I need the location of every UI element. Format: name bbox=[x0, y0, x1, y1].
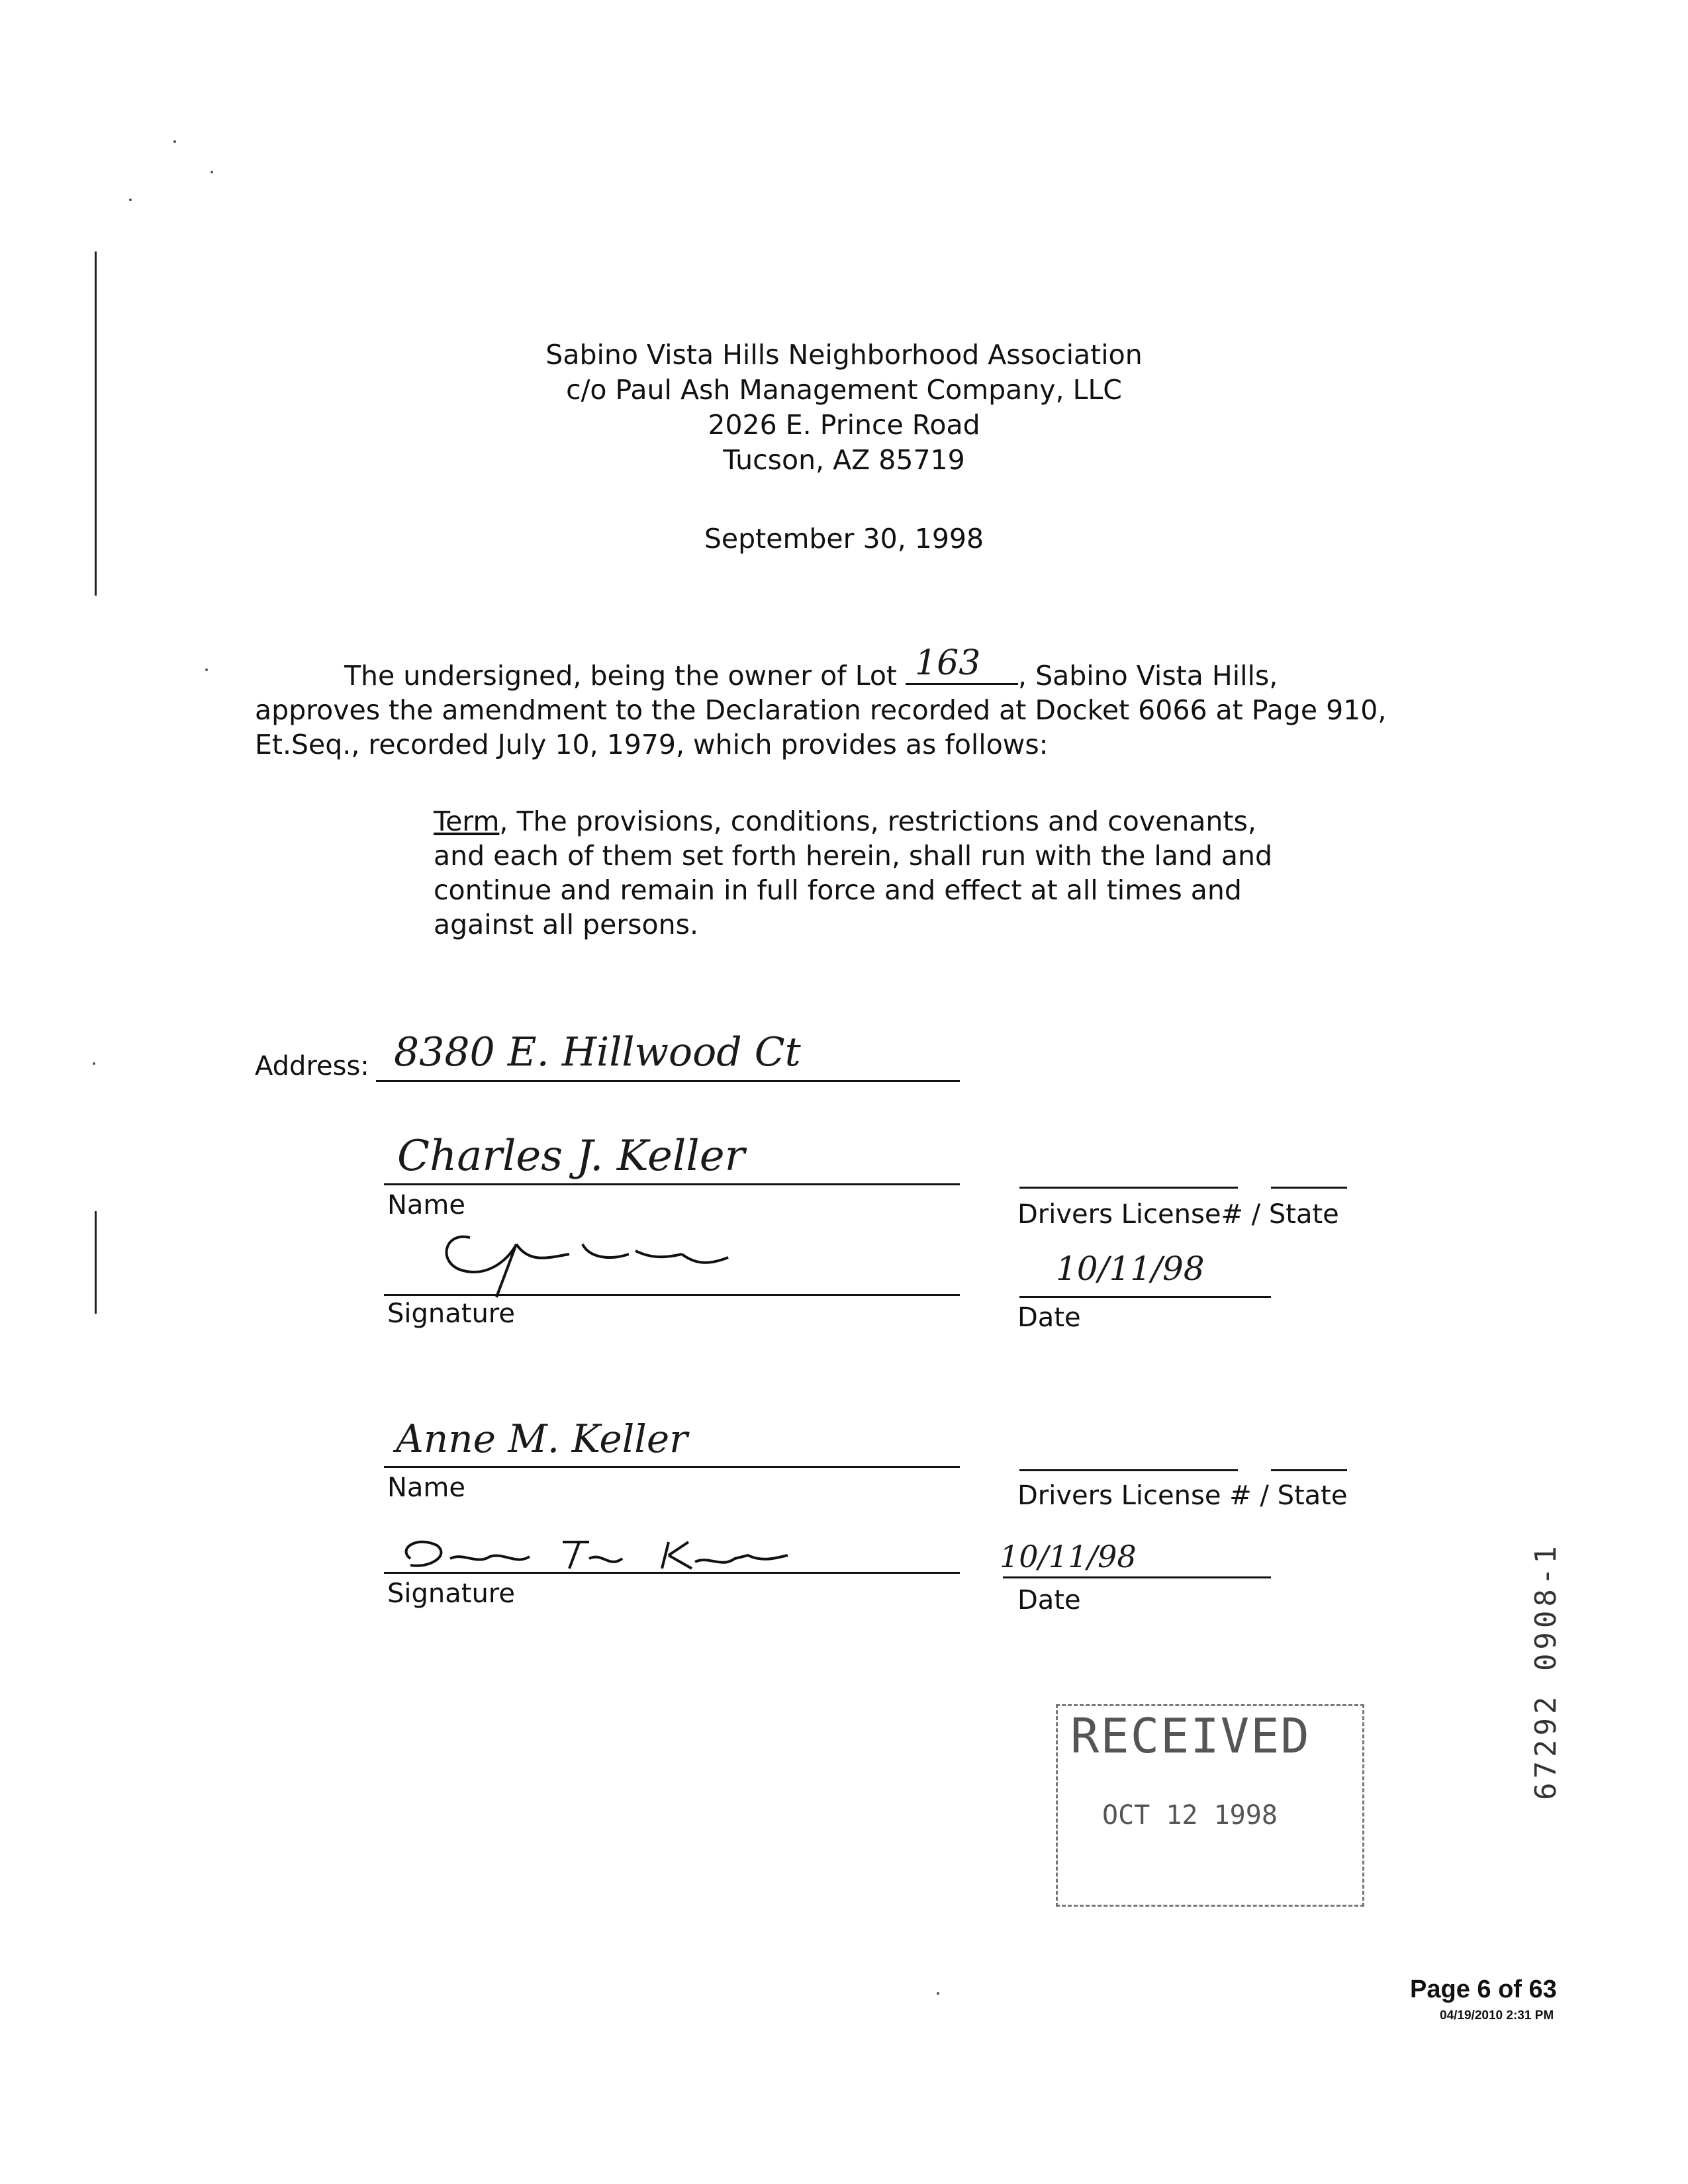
owner1-date-line bbox=[1019, 1296, 1271, 1298]
margin-line-bottom bbox=[95, 1211, 97, 1314]
scan-speck bbox=[211, 171, 213, 173]
address-handwritten: 8380 E. Hillwood Ct bbox=[394, 1029, 801, 1075]
provision-line-3: continue and remain in full force and effect at all times and bbox=[434, 874, 1242, 906]
owner1-state-line bbox=[1271, 1187, 1347, 1189]
scan-speck bbox=[129, 199, 132, 201]
paragraph-subdivision: , Sabino Vista Hills, bbox=[1018, 660, 1278, 692]
term-provision bbox=[434, 804, 1272, 942]
letter-date: September 30, 1998 bbox=[704, 523, 984, 555]
scan-speck bbox=[173, 140, 176, 143]
owner1-license-label: Drivers License# / State bbox=[1017, 1199, 1339, 1230]
received-stamp-date: OCT 12 1998 bbox=[1102, 1800, 1278, 1831]
owner1-name-label: Name bbox=[387, 1190, 466, 1220]
scan-speck bbox=[205, 668, 208, 671]
letterhead bbox=[0, 338, 1688, 478]
owner2-signature bbox=[391, 1529, 821, 1582]
paragraph-intro: The undersigned, being the owner of Lot bbox=[344, 660, 897, 692]
paragraph-line-2: approves the amendment to the Declaration recorded at Docket 6066 at Page 910, bbox=[255, 694, 1387, 726]
owner2-name-label: Name bbox=[387, 1473, 466, 1503]
provision-line-2: and each of them set forth herein, shall run with the land and bbox=[434, 840, 1273, 872]
owner2-license-label: Drivers License # / State bbox=[1017, 1480, 1348, 1511]
print-timestamp: 04/19/2010 2:31 PM bbox=[1440, 2009, 1554, 2023]
address-line bbox=[376, 1080, 960, 1082]
owner1-signature-label: Signature bbox=[387, 1298, 515, 1329]
owner1-date-handwritten: 10/11/98 bbox=[1056, 1250, 1205, 1288]
owner1-name-handwritten: Charles J. Keller bbox=[397, 1132, 745, 1181]
owner1-signature-line bbox=[384, 1294, 960, 1296]
scan-speck bbox=[937, 1992, 939, 1995]
owner1-license-line bbox=[1019, 1187, 1238, 1189]
owner2-name-line bbox=[384, 1466, 960, 1468]
owner2-state-line bbox=[1271, 1469, 1347, 1471]
lot-number-field bbox=[906, 643, 1018, 685]
page-number: Page 6 of 63 bbox=[1410, 1976, 1557, 2003]
paragraph-line-3: Et.Seq., recorded July 10, 1979, which provides as follows: bbox=[255, 729, 1049, 760]
received-stamp bbox=[1056, 1704, 1370, 1909]
owner2-name-handwritten: Anne M. Keller bbox=[396, 1416, 688, 1461]
address-label: Address: bbox=[255, 1051, 369, 1081]
association-name: Sabino Vista Hills Neighborhood Association bbox=[545, 339, 1143, 371]
scan-speck bbox=[93, 1062, 95, 1065]
provision-line-4: against all persons. bbox=[434, 909, 698, 940]
owner2-date-handwritten: 10/11/98 bbox=[1000, 1539, 1137, 1574]
lot-number-handwritten: 163 bbox=[915, 643, 981, 683]
approval-paragraph bbox=[255, 643, 1387, 762]
owner2-license-line bbox=[1019, 1469, 1238, 1471]
owner2-date-label: Date bbox=[1017, 1585, 1081, 1615]
term-label: Term bbox=[434, 805, 500, 837]
provision-line-1: , The provisions, conditions, restrictions and covenants, bbox=[499, 805, 1256, 837]
owner2-signature-label: Signature bbox=[387, 1578, 515, 1609]
owner1-name-line bbox=[384, 1183, 960, 1185]
owner2-date-line bbox=[1003, 1576, 1271, 1578]
document-side-number: 67292 0908-1 bbox=[1529, 1542, 1563, 1800]
care-of-line: c/o Paul Ash Management Company, LLC bbox=[566, 374, 1122, 406]
street-address: 2026 E. Prince Road bbox=[708, 409, 980, 441]
owner1-signature bbox=[417, 1218, 814, 1304]
owner1-date-label: Date bbox=[1017, 1302, 1081, 1333]
city-state-zip: Tucson, AZ 85719 bbox=[723, 444, 965, 476]
owner2-signature-line bbox=[384, 1572, 960, 1574]
received-stamp-word: RECEIVED bbox=[1070, 1708, 1311, 1764]
